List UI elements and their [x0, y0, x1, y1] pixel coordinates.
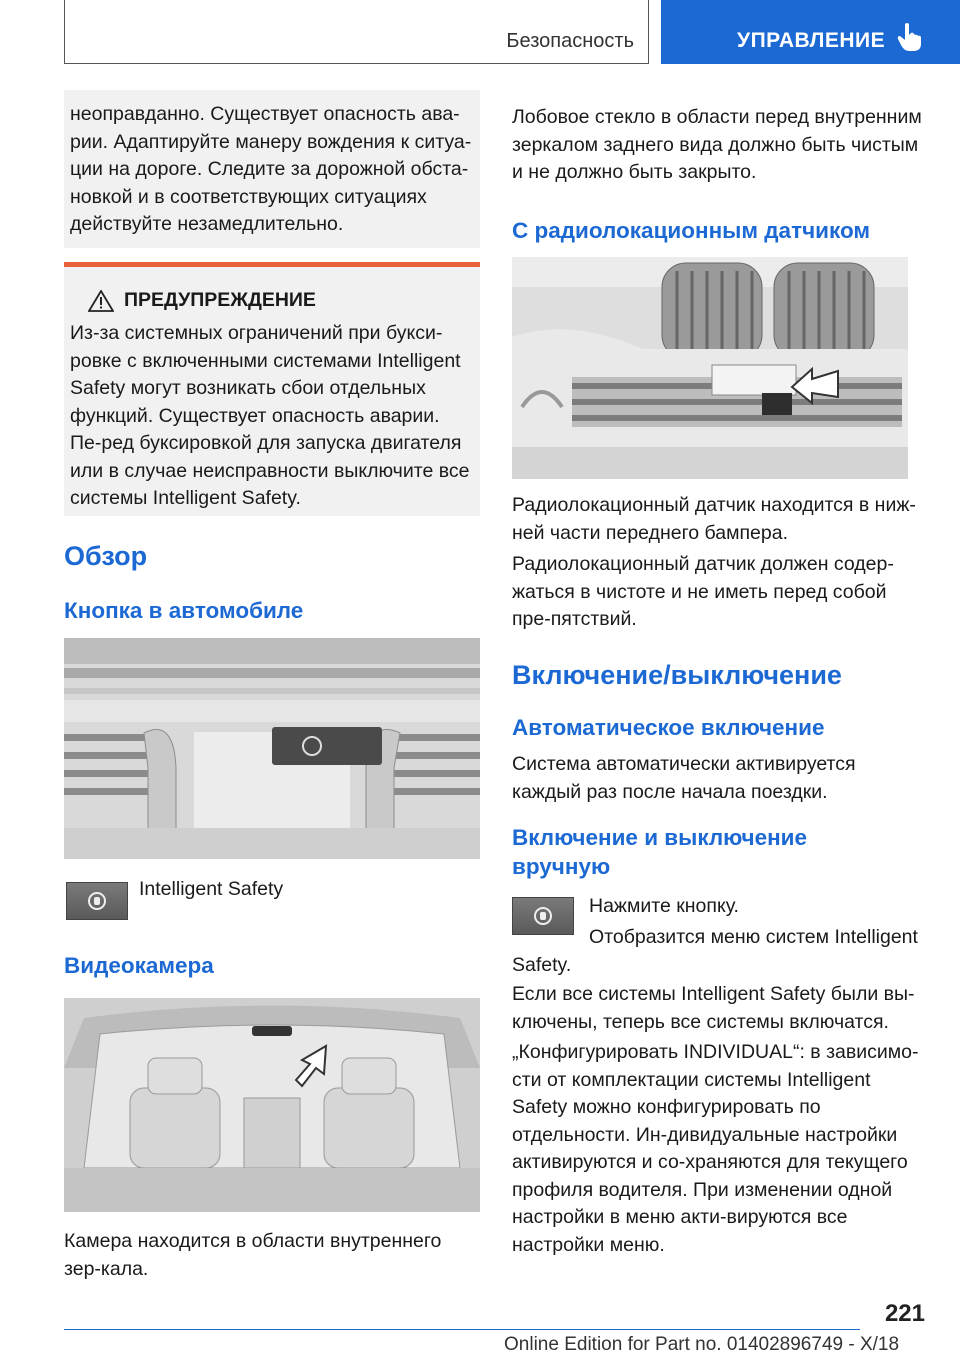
menu-text-line-1: Отобразится меню систем Intelligent	[589, 926, 918, 948]
page-number: 221	[884, 1300, 925, 1327]
header-section-tab	[64, 0, 649, 64]
warning-triangle-icon	[88, 290, 114, 312]
heading-on-off: Включение/выключение	[512, 660, 842, 690]
radar-bumper-image	[512, 257, 908, 479]
radar-text-1: Радиолокационный датчик находится в ниж-ней части переднего бампера.	[512, 494, 916, 544]
press-button-text: Нажмите кнопку.	[589, 895, 739, 917]
header-chapter-label: УПРАВЛЕНИЕ	[737, 29, 886, 52]
heading-automatic-on: Автоматическое включение	[512, 715, 825, 740]
header-chapter-tab	[661, 0, 960, 64]
radar-text-2: Радиолокационный датчик должен содер-жаться в чистоте и не иметь перед собой пре-пятствий.	[512, 553, 894, 630]
heading-radar: С радиолокационным датчиком	[512, 218, 871, 243]
button-caption: Intelligent Safety	[139, 878, 284, 900]
camera-text: Камера находится в области внутреннего зер-кала.	[64, 1230, 442, 1280]
heading-button-in-car: Кнопка в автомобиле	[64, 598, 304, 623]
intelligent-safety-button-icon-2	[512, 897, 574, 935]
heading-manual-line-2: вручную	[512, 854, 611, 879]
heading-camera: Видеокамера	[64, 953, 214, 978]
all-on-text: Если все системы Intelligent Safety были вы-ключены, теперь все системы включатся.	[512, 983, 915, 1033]
footer-edition: Online Edition for Part no. 01402896749 - X/18	[504, 1334, 900, 1355]
individual-text: „Конфигурировать INDIVIDUAL“: в зависимо-сти от комплектации системы Intelligent Safety можно конфигурировать по отдельности. Ин-дивидуальные настройки активируются и со-храняются для текущего профиля водителя. При изменении одной настройки в меню акти-вируются все настройки меню.	[512, 1041, 919, 1256]
heading-manual-line-1: Включение и выключение	[512, 825, 808, 850]
intro-text: неоправданно. Существует опасность ава-рии. Адаптируйте манеру вождения к ситуа-ции на дороге. Следите за дорожной обста-новкой и в соответствующих ситуациях действуйте незамедлительно.	[70, 103, 472, 235]
warning-title-text: ПРЕДУПРЕЖДЕНИЕ	[124, 289, 316, 311]
footer-divider	[64, 1329, 860, 1330]
hand-pointer-icon	[897, 22, 923, 52]
warning-title	[88, 289, 474, 312]
auto-text: Система автоматически активируется каждый раз после начала поездки.	[512, 753, 856, 803]
header-section-label: Безопасность	[506, 30, 634, 52]
camera-interior-image	[64, 998, 480, 1212]
windshield-text: Лобовое стекло в области перед внутренним зеркалом заднего вида должно быть чистым и не должно быть закрыто.	[512, 106, 922, 183]
menu-text-line-2: Safety.	[512, 954, 572, 976]
heading-overview: Обзор	[64, 541, 148, 571]
intelligent-safety-button-icon	[66, 882, 128, 920]
warning-text: Из-за системных ограничений при букси-ровке с включенными системами Intelligent Safety могут возникать сбои отдельных функций. Существует опасность аварии. Пе-ред буксировкой для запуска двигателя или в случае неисправности выключите все системы Intelligent Safety.	[70, 322, 470, 509]
dashboard-button-image	[64, 638, 480, 859]
warning-box	[64, 262, 480, 516]
